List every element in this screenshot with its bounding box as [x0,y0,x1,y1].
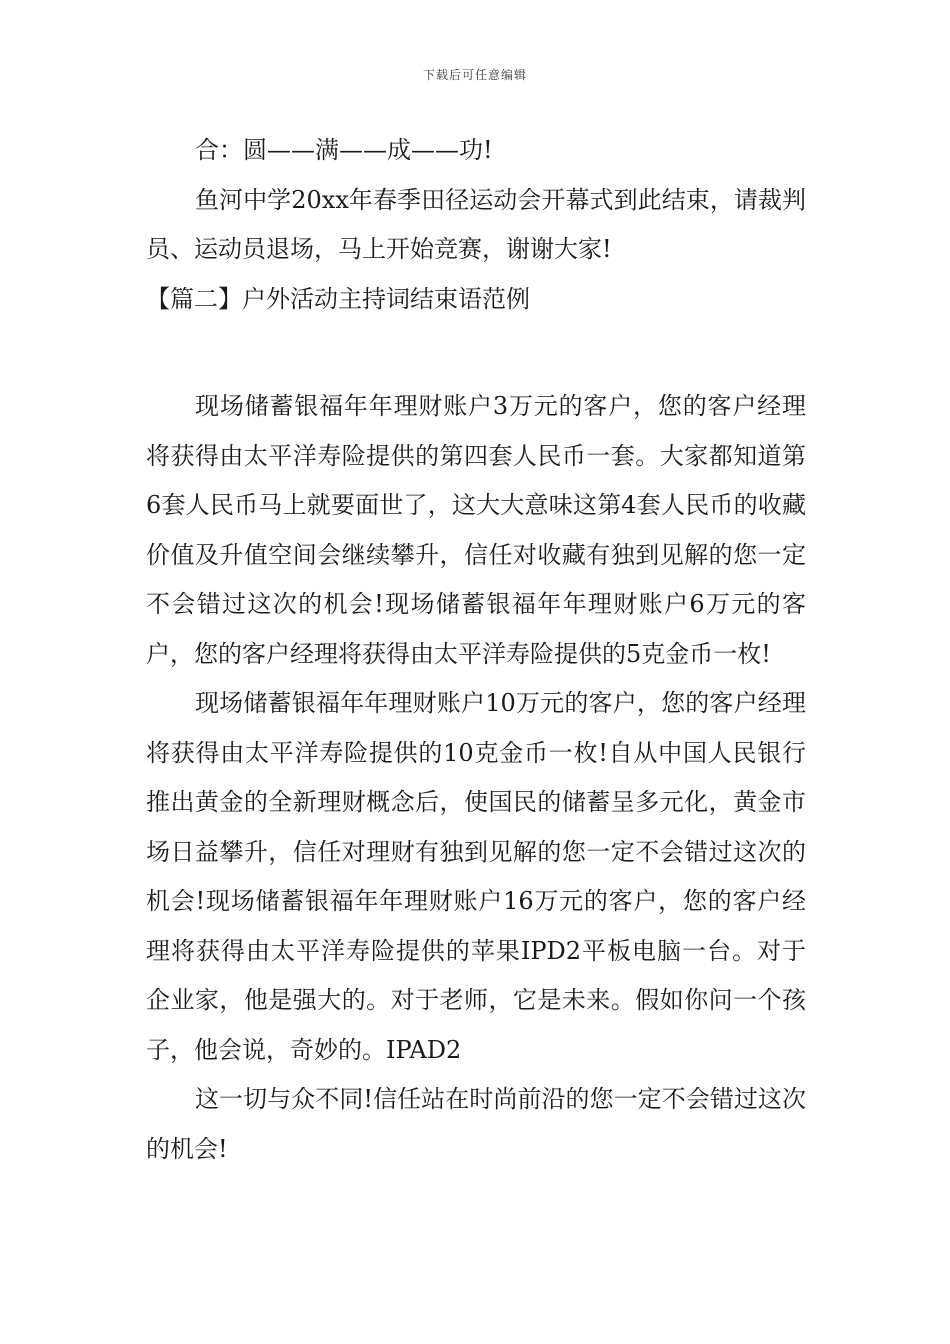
body-paragraph-1: 现场储蓄银福年年理财账户3万元的客户，您的客户经理将获得由太平洋寿险提供的第四套人民币一套。大家都知道第6套人民币马上就要面世了，这大大意味这第4套人民币的收藏价值及升值空间会继续攀升，信任对收藏有独到见解的您一定不会错过这次的机会!现场储蓄银福年年理财账户6万元的客户，您的客户经理将获得由太平洋寿险提供的5克金币一枚! [146,392,806,668]
body-paragraph-3: 这一切与众不同!信任站在时尚前沿的您一定不会错过这次的机会! [146,1085,806,1163]
body-paragraph-2: 现场储蓄银福年年理财账户10万元的客户，您的客户经理将获得由太平洋寿险提供的10克金币一枚!自从中国人民银行推出黄金的全新理财概念后，使国民的储蓄呈多元化，黄金市场日益攀升，信任对理财有独到见解的您一定不会错过这次的机会!现场储蓄银福年年理财账户16万元的客户，您的客户经理将获得由太平洋寿险提供的苹果IPD2平板电脑一台。对于企业家，他是强大的。对于老师，它是未来。假如你问一个孩子，他会说，奇妙的。IPAD2 [146,689,806,1064]
section-title: 【篇二】户外活动主持词结束语范例 [146,284,530,313]
closing-chant: 合：圆——满——成——功! [195,136,493,164]
document-body [146,126,806,1174]
page-header: 下载后可任意编辑 [422,68,527,82]
section-spacer [146,324,806,382]
closing-paragraph: 鱼河中学20xx年春季田径运动会开幕式到此结束，请裁判员、运动员退场，马上开始竞赛，谢谢大家! [146,185,806,263]
